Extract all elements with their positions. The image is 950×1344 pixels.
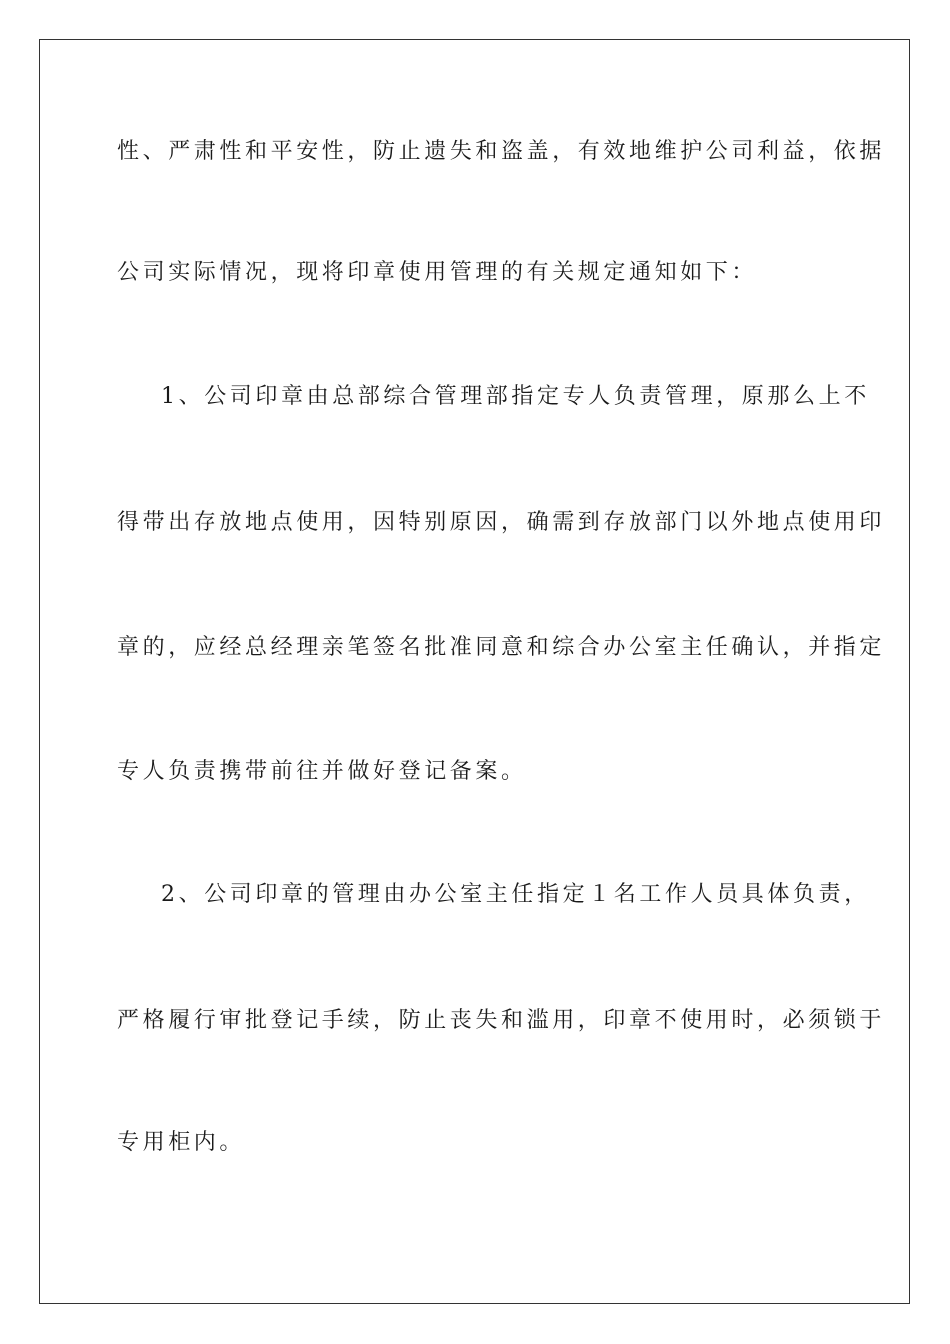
page-border	[39, 39, 910, 1304]
document-line-8: 严格履行审批登记手续，防止丧失和滥用，印章不使用时，必须锁于	[117, 1008, 886, 1033]
document-line-4: 得带出存放地点使用，因特别原因，确需到存放部门以外地点使用印	[117, 510, 886, 535]
document-line-7: 2、公司印章的管理由办公室主任指定１名工作人员具体负责，	[161, 882, 870, 907]
document-line-3: 1、公司印章由总部综合管理部指定专人负责管理，原那么上不	[161, 384, 870, 409]
document-line-2: 公司实际情况，现将印章使用管理的有关规定通知如下：	[117, 260, 758, 285]
document-line-1: 性、严肃性和平安性，防止遗失和盗盖，有效地维护公司利益，依据	[117, 139, 886, 164]
document-line-9: 专用柜内。	[117, 1130, 246, 1155]
document-line-6: 专人负责携带前往并做好登记备案。	[117, 759, 527, 784]
document-line-5: 章的，应经总经理亲笔签名批准同意和综合办公室主任确认，并指定	[117, 635, 886, 660]
